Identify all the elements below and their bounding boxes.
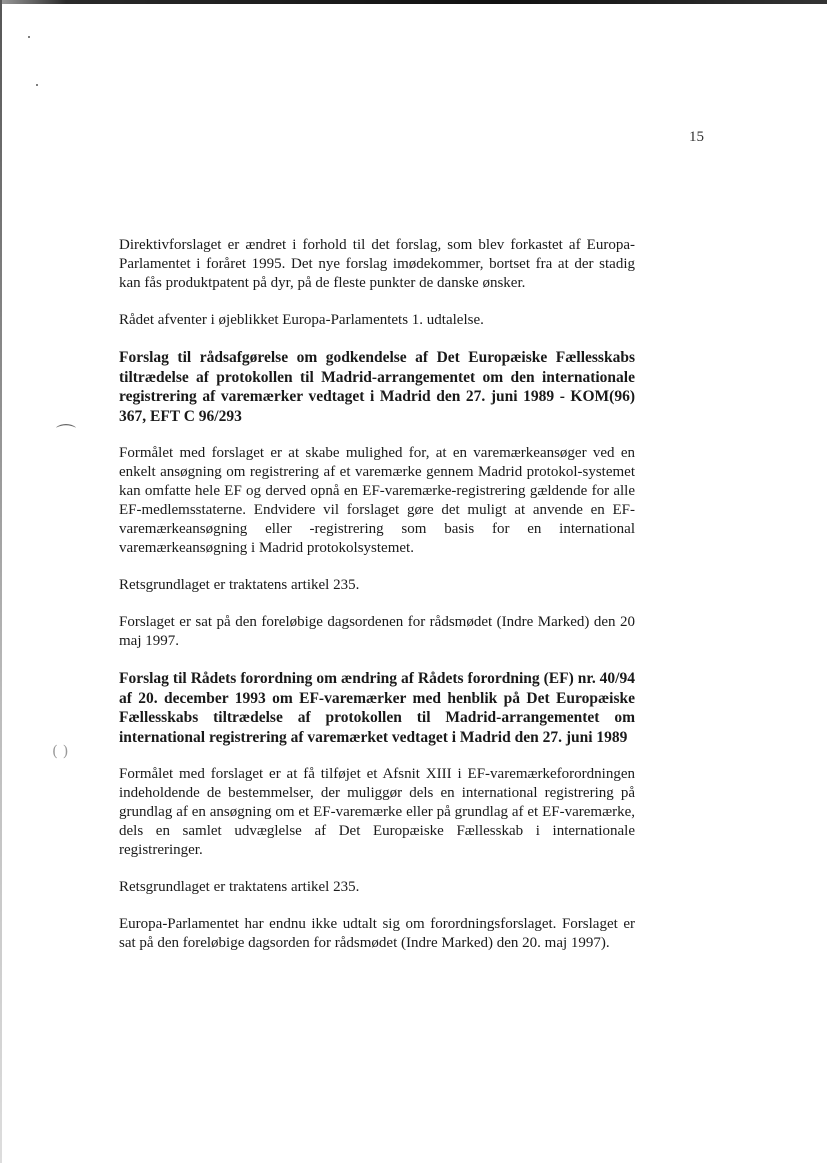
punch-hole-mark: ( ) <box>52 742 69 760</box>
paragraph: Europa-Parlamentet har endnu ikke udtalt sig om forordningsforslaget. Forslaget er sat på den foreløbige dagsorden for rådsmødet (Indre Marked) den 20. maj 1997). <box>119 916 635 951</box>
paragraph: Retsgrundlaget er traktatens artikel 235. <box>119 879 360 895</box>
paragraph: Rådet afventer i øjeblikket Europa-Parlamentets 1. udtalelse. <box>119 312 484 328</box>
page-number: 15 <box>689 129 704 145</box>
paragraph: Direktivforslaget er ændret i forhold til det forslag, som blev forkastet af Europa-Parlamentet i foråret 1995. Det nye forslag imødekommer, bortset fra at der stadig kan fås produktpatent på dyr, på de fleste punkter de danske ønsker. <box>119 237 635 291</box>
document-body <box>119 236 635 971</box>
scan-speck <box>28 36 30 38</box>
section-heading: Forslag til Rådets forordning om ændring af Rådets forordning (EF) nr. 40/94 af 20. december 1993 om EF-varemærker med henblik på Det Europæiske Fællesskabs tiltrædelse af protokollen til Madrid-arrangementet om international registrering af varemærket vedtaget i Madrid den 27. juni 1989 <box>119 670 635 746</box>
paragraph: Formålet med forslaget er at skabe mulighed for, at en varemærkeansøger ved en enkelt ansøgning om registrering af et varemærke gennem Madrid protokol-systemet kan omfatte hele EF og derved opnå en EF-varemærke-registrering gældende for alle EF-medlemsstaterne. Endvidere vil forslaget gøre det muligt at anvende en EF-varemærkeansøgning eller -registrering som basis for en international varemærkeansøgning i Madrid protokolsystemet. <box>119 445 635 556</box>
section-heading: Forslag til rådsafgørelse om godkendelse af Det Europæiske Fællesskabs tiltrædelse af protokollen til Madrid-arrangementet om den internationale registrering af varemærker vedtaget i Madrid den 27. juni 1989 - KOM(96) 367, EFT C 96/293 <box>119 349 635 425</box>
punch-hole-mark: ⌒ <box>56 422 76 446</box>
paragraph: Formålet med forslaget er at få tilføjet et Afsnit XIII i EF-varemærkeforordningen indeholdende de bestemmelser, der muliggør dels en international registrering på grundlag af en ansøgning om et EF-varemærke eller på grundlag af et EF-varemærke, dels en samlet udvæglelse af Det Europæiske Fællesskab i internationale registreringer. <box>119 766 635 858</box>
scan-left-border <box>0 0 2 1163</box>
paragraph: Retsgrundlaget er traktatens artikel 235. <box>119 577 360 593</box>
paragraph: Forslaget er sat på den foreløbige dagsordenen for rådsmødet (Indre Marked) den 20 maj 1997. <box>119 614 635 649</box>
scan-speck <box>36 84 38 86</box>
scan-top-border <box>0 0 827 4</box>
